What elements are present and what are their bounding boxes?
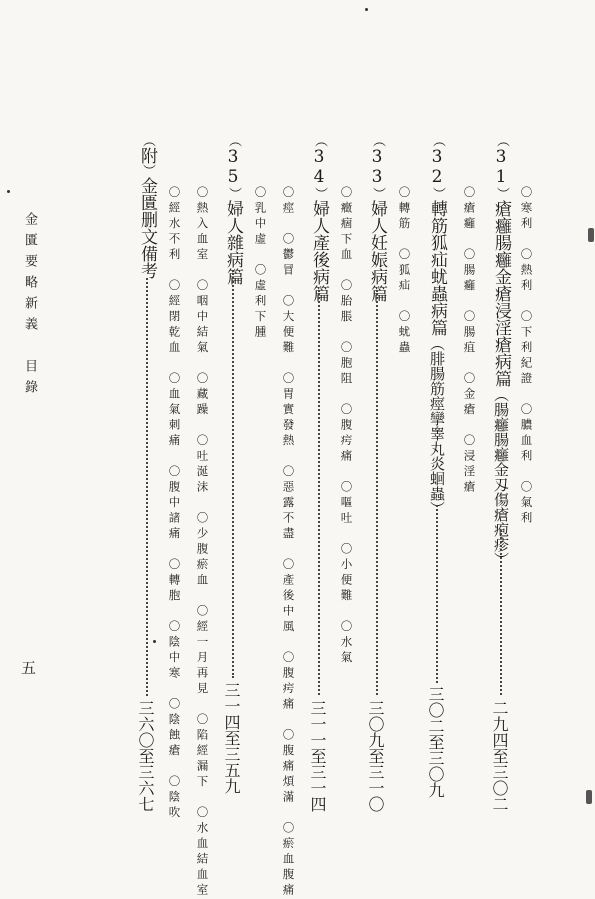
entry-31-heading: （31）瘡癰腸癰金瘡浸淫瘡病篇（腸癰腸癰金刄傷瘡疱疹） (491, 134, 511, 567)
scan-edge-mark (588, 228, 594, 242)
entry-31-leader (500, 530, 502, 695)
scan-speck (153, 640, 156, 643)
entry-35-leader (232, 270, 234, 678)
entry-32-title: 轉筋狐疝蚘蟲病篇 (427, 200, 447, 336)
entry-34-heading: （34）婦人產後病篇 (309, 134, 329, 302)
appendix-title: 金匱删文備考 (137, 177, 157, 279)
entry-32-note: （腓腸筋痙攣睾丸炎蛔蟲） (428, 336, 446, 516)
entry-31-pages: 二九四至三〇二 (490, 700, 509, 812)
entry-35-heading: （35）婦人雜病篇 (223, 134, 243, 285)
entry-34-leader (318, 290, 320, 695)
entry-33-pages: 三〇九至三一〇 (366, 700, 385, 812)
scan-edge-mark (586, 790, 592, 804)
entry-35-sub-2: 〇經水不利 〇經閉乾血 〇血氣刺痛 〇腹中諸痛 〇轉胞 〇陰中寒 〇陰蝕瘡 〇陰吹 (167, 186, 182, 822)
entry-32-pages: 三〇二至三〇九 (426, 686, 445, 798)
entry-35-num: 35 (223, 147, 243, 187)
entry-34-sub-2: 〇乳中虛 〇虛利下腫 (253, 186, 268, 341)
entry-32-sub-1: 〇轉筋 〇狐疝 〇蚘蟲 (397, 186, 412, 357)
entry-31-note: （腸癰腸癰金刄傷瘡疱疹） (492, 387, 510, 567)
entry-31-sub-1: 〇寒利 〇熱利 〇下利紀證 〇膿血利 〇氣利 (519, 186, 534, 527)
entry-35-title: 婦人雜病篇 (223, 200, 243, 285)
entry-33-title: 婦人妊娠病篇 (367, 200, 387, 302)
entry-33-num: 33 (367, 147, 387, 187)
entry-31-title: 瘡癰腸癰金瘡浸淫瘡病篇 (491, 200, 511, 387)
scan-speck (365, 8, 368, 11)
entry-33-heading: （33）婦人妊娠病篇 (367, 134, 387, 302)
entry-32-heading: （32）轉筋狐疝蚘蟲病篇（腓腸筋痙攣睾丸炎蛔蟲） (427, 134, 447, 516)
entry-34-sub-1: 〇痙 〇鬱冒 〇大便難 〇胃實發熱 〇惡露不盡 〇產後中風 〇腹疞痛 〇腹痛煩滿 〇瘀血腹痛 (281, 186, 296, 899)
entry-34-title: 婦人產後病篇 (309, 200, 329, 302)
book-title: 金匱要略新義 目錄 (22, 212, 37, 401)
page-number: 五 (19, 660, 37, 675)
entry-33-sub-1: 〇癥痼下血 〇胎脹 〇胞阻 〇腹疞痛 〇嘔吐 〇小便難 〇水氣 (339, 186, 354, 667)
entry-32-num: 32 (427, 147, 447, 187)
entry-33-leader (376, 290, 378, 695)
entry-34-num: 34 (309, 147, 329, 187)
appendix-heading: （附）金匱删文備考 (137, 134, 157, 279)
entry-35-pages: 三一四至三五九 (222, 682, 241, 794)
entry-31-num: 31 (491, 147, 511, 187)
entry-35-sub-1: 〇熱入血室 〇咽中結氣 〇藏躁 〇吐涎沫 〇少腹瘀血 〇經一月再見 〇陷經漏下 〇水血結血室 (195, 186, 210, 899)
appendix-pages: 三六〇至三六七 (136, 700, 155, 812)
entry-31-sub-2: 〇瘡癰 〇腸癰 〇腸疽 〇金瘡 〇浸淫瘡 (462, 186, 477, 496)
entry-34-pages: 三一一至三一四 (308, 700, 327, 812)
scan-speck (7, 190, 10, 193)
entry-32-leader (436, 505, 438, 683)
appendix-leader (146, 278, 148, 696)
appendix-num: 附 (137, 147, 157, 164)
